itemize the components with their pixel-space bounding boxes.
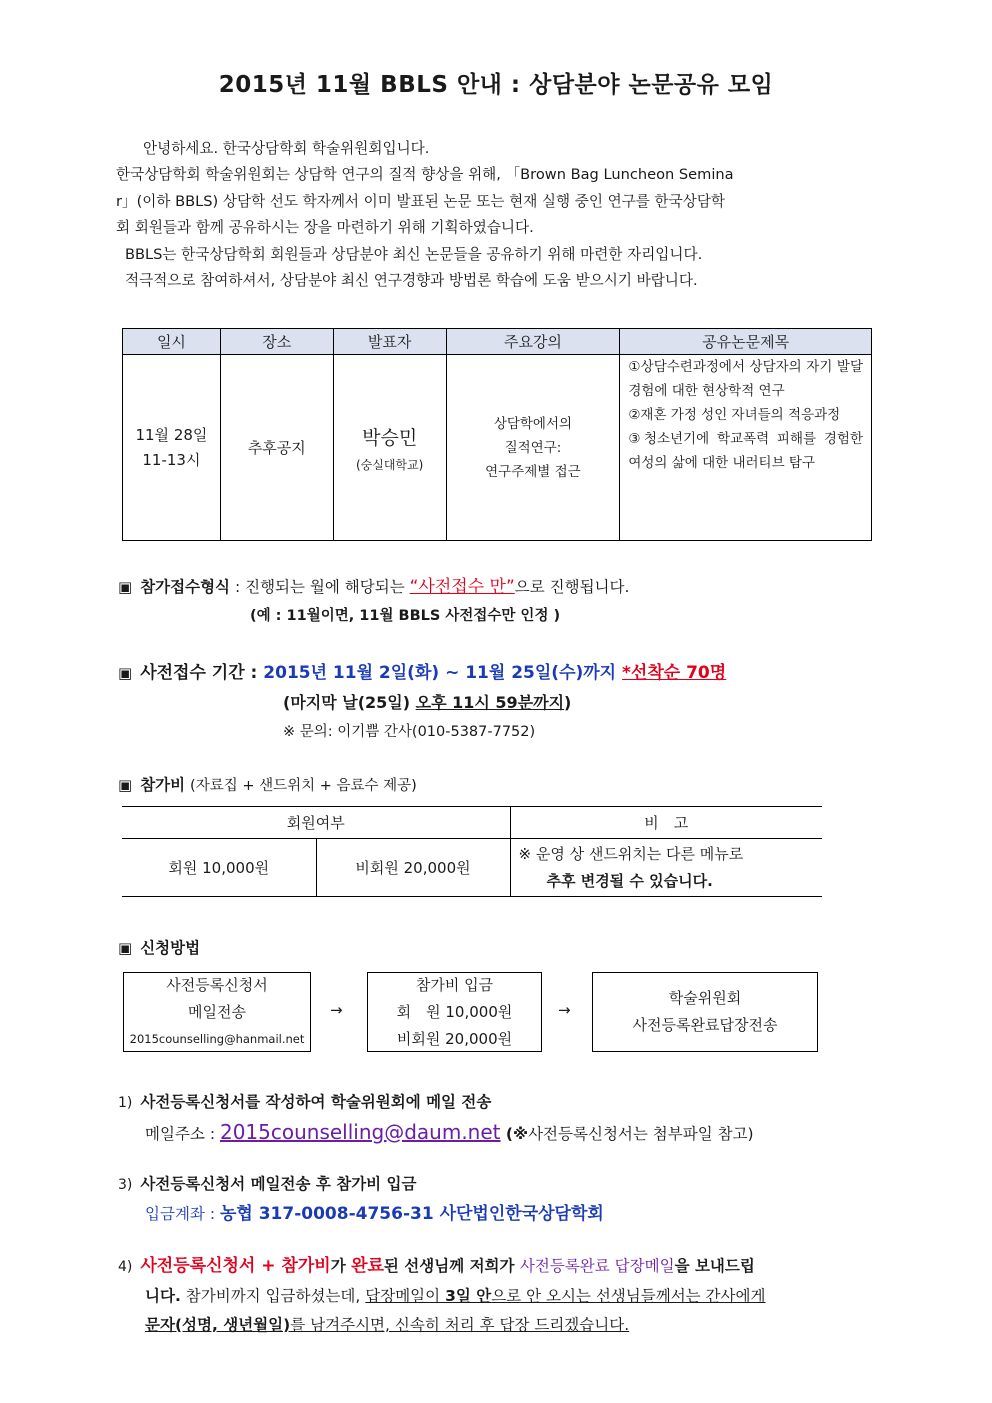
step-1: 1) 사전등록신청서를 작성하여 학술위원회에 메일 전송 메일주소 : 2015counselling@daum.net (※사전등록신청서는 첨부파일 참고) [118, 1093, 754, 1144]
first-come-limit: *선착순 70명 [622, 663, 727, 683]
fee-detail: (자료집 + 샌드위치 + 음료수 제공) [190, 778, 417, 794]
schedule-place: 추후공지 [220, 355, 333, 541]
header-presenter: 발표자 [333, 329, 446, 355]
header-papers: 공유논문제목 [620, 329, 872, 355]
intro-line: r」(이하 BBLS) 상담학 선도 학자께서 이미 발표된 논문 또는 현재 실행 중인 연구를 한국상담학 [116, 192, 726, 210]
email-link[interactable]: 2015counselling@daum.net [219, 1120, 501, 1144]
advance-only-highlight: “사전접수 만” [409, 577, 515, 597]
step-3: 3) 사전등록신청서 메일전송 후 참가비 입금 입금계좌 : 농협 317-0008-4756-31 사단법인한국상담학회 [118, 1175, 604, 1224]
intro-section [116, 136, 878, 294]
arrow-right-icon: → [330, 1001, 343, 1019]
header-place: 장소 [220, 329, 333, 355]
bank-account: 농협 317-0008-4756-31 사단법인한국상담학회 [219, 1204, 604, 1224]
paper-title: ②재혼 가정 성인 자녀들의 적응과정 [628, 407, 841, 423]
fee-note: ※ 운영 상 샌드위치는 다른 메뉴로 추후 변경될 수 있습니다. [510, 839, 822, 897]
square-bullet-icon: ▣ [118, 776, 133, 794]
square-bullet-icon: ▣ [118, 939, 133, 957]
fee-section [118, 773, 417, 795]
member-fee: 회원 10,000원 [122, 839, 316, 897]
presenter-affiliation: (숭실대학교) [355, 457, 424, 472]
apply-section [118, 936, 200, 958]
schedule-table [122, 328, 872, 541]
registration-period-label: 사전접수 기간 : [140, 663, 258, 683]
intro-line: 한국상담학회 학술위원회는 상담학 연구의 질적 향상을 위해, 「Brown Bag Luncheon Semina [116, 166, 734, 184]
application-email: 2015counselling@hanmail.net [129, 1031, 305, 1046]
registration-example: (예 : 11월이면, 11월 BBLS 사전접수만 인정 ) [250, 608, 561, 624]
page-title: 2015년 11월 BBLS 안내 : 상담분야 논문공유 모임 [218, 72, 774, 98]
registration-type-label: 참가접수형식 [140, 578, 231, 596]
header-date: 일시 [123, 329, 221, 355]
header-note: 비 고 [510, 807, 822, 839]
paper-title: ①상담수련과정에서 상담자의 자기 발달 경험에 대한 현상학적 연구 [628, 359, 863, 399]
schedule-row [123, 355, 872, 541]
registration-type-section: ▣ 참가접수형식 : 진행되는 월에 해당되는 “사전접수 만”으로 진행됩니다. [118, 577, 630, 597]
header-membership: 회원여부 [122, 807, 510, 839]
inquiry-contact: ※ 문의: 이기쁨 간사(010-5387-7752) [283, 724, 536, 740]
schedule-presenter [333, 355, 446, 541]
paper-title: ③청소년기에 학교폭력 피해를 경험한 여성의 삶에 대한 내러티브 탐구 [628, 431, 863, 471]
fee-row [122, 839, 822, 897]
intro-line: 회 회원들과 함께 공유하시는 장을 마련하기 위해 기획하였습니다. [116, 219, 534, 237]
header-lecture: 주요강의 [446, 329, 620, 355]
square-bullet-icon: ▣ [118, 664, 133, 682]
intro-line: 적극적으로 참여하셔서, 상담분야 최신 연구경향과 방법론 학습에 도움 받으시기 바랍니다. [125, 272, 698, 290]
intro-line: BBLS는 한국상담학회 회원들과 상담분야 최신 논문들을 공유하기 위해 마련한 자리입니다. [125, 245, 703, 263]
flow-step-confirmation: 학술위원회 사전등록완료답장전송 [592, 972, 818, 1052]
intro-greeting: 안녕하세요. 한국상담학회 학술위원회입니다. [143, 140, 430, 157]
arrow-right-icon: → [558, 1001, 571, 1019]
schedule-lecture: 상담학에서의 질적연구: 연구주제별 접근 [446, 355, 620, 541]
non-member-fee: 비회원 20,000원 [316, 839, 510, 897]
fee-header-row [122, 807, 822, 839]
registration-deadline: (마지막 날(25일) 오후 11시 59분까지) [283, 693, 572, 712]
registration-period-section [118, 658, 726, 683]
schedule-papers [620, 355, 872, 541]
flow-step-payment: 참가비 입금 회 원 10,000원 비회원 20,000원 [367, 972, 542, 1052]
flow-step-email: 사전등록신청서 메일전송 2015counselling@hanmail.net [123, 972, 311, 1052]
square-bullet-icon: ▣ [118, 578, 133, 596]
presenter-name: 박승민 [362, 426, 418, 449]
apply-label: 신청방법 [140, 939, 201, 957]
step-4: 4) 사전등록신청서 + 참가비가 완료된 선생님께 저희가 사전등록완료 답장메일을 보내드립 니다. 참가비까지 입금하셨는데, 답장메일이 3일 안으로 안 오시는 선생님들께서는 간사에게 문자(성명, 생년월일)를 남겨주시면, 신속히 처리 후 답장 드리겠습니다. [118, 1256, 766, 1334]
registration-period-dates: 2015년 11월 2일(화) ~ 11월 25일(수)까지 [263, 663, 617, 683]
schedule-date: 11월 28일 11-13시 [123, 355, 221, 541]
fee-table [122, 806, 822, 897]
schedule-header-row [123, 329, 872, 355]
fee-label: 참가비 [140, 776, 186, 794]
